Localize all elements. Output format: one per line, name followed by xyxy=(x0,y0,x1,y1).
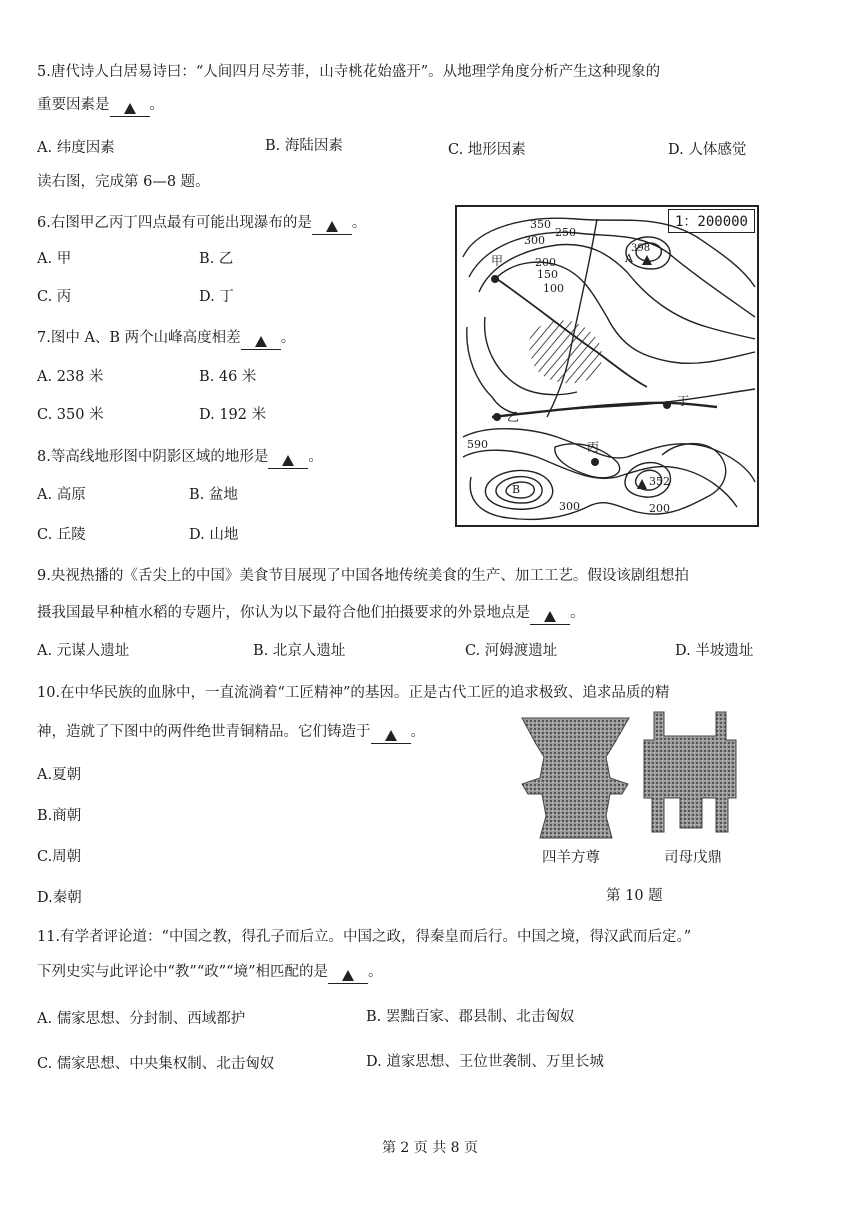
q8-option-c: C. 丘陵 xyxy=(37,527,86,543)
contour-line xyxy=(469,232,755,317)
contour-label: 250 xyxy=(555,226,576,239)
point-label-jia: 甲 xyxy=(491,254,504,268)
four-ram-square-zun-image xyxy=(518,712,633,840)
q10-option-b: B.商朝 xyxy=(37,808,82,824)
answer-triangle-icon xyxy=(544,611,556,622)
q8-option-d: D. 山地 xyxy=(189,527,239,543)
map-intro: 读右图，完成第 6—8 题。 xyxy=(37,174,210,190)
page-footer: 第 2 页 共 8 页 xyxy=(381,1140,479,1156)
q10-option-a: A.夏朝 xyxy=(37,767,82,783)
q9-option-a: A. 元谋人遗址 xyxy=(37,643,130,659)
contour-line xyxy=(463,218,755,287)
answer-triangle-icon xyxy=(326,221,338,232)
contour-line xyxy=(463,450,737,507)
answer-triangle-icon xyxy=(255,336,267,347)
q11-stem-line1: 11.有学者评论道：“中国之教，得孔子而后立。中国之政，得秦皇而后行。中国之境，得汉武而后定。” xyxy=(37,929,692,945)
contour-label: 200 xyxy=(535,256,556,269)
figure-caption: 第 10 题 xyxy=(606,888,663,904)
point-ding xyxy=(663,401,671,409)
answer-triangle-icon xyxy=(124,103,136,114)
answer-blank[interactable] xyxy=(530,606,570,625)
q9-option-d: D. 半坡遗址 xyxy=(675,643,754,659)
q5-option-a: A. 纬度因素 xyxy=(37,140,115,156)
bronze-label-zun: 四羊方尊 xyxy=(542,850,600,866)
answer-triangle-icon xyxy=(342,970,354,981)
contour-line xyxy=(479,244,755,339)
point-label-yi: 乙 xyxy=(507,410,520,424)
q7-option-a: A. 238 米 xyxy=(37,369,104,385)
q10-stem-line2: 神，造就了下图中的两件绝世青铜精品。它们铸造于 。 xyxy=(37,722,425,744)
point-bing xyxy=(591,458,599,466)
map-scale: 1：200000 xyxy=(668,209,755,233)
contour-label: 300 xyxy=(524,234,545,247)
peak-c-height: 352 xyxy=(649,475,670,488)
simuwu-ding-image xyxy=(640,710,740,834)
contour-label: 350 xyxy=(530,218,551,231)
q11-option-b: B. 罢黜百家、郡县制、北击匈奴 xyxy=(366,1009,575,1025)
q6-option-a: A. 甲 xyxy=(37,251,72,267)
q7-option-b: B. 46 米 xyxy=(199,369,257,385)
peak-a-label: A xyxy=(625,252,633,265)
peak-c-marker xyxy=(637,479,647,489)
answer-triangle-icon xyxy=(385,730,397,741)
peak-b-label: B xyxy=(512,483,521,496)
q11-stem-line2: 下列史实与此评论中“教”“政”“境”相匹配的是 。 xyxy=(37,962,382,984)
q9-stem-line2: 摄我国最早种植水稻的专题片，你认为以下最符合他们拍摄要求的外景地点是 。 xyxy=(37,603,585,625)
q9-option-b: B. 北京人遗址 xyxy=(253,643,346,659)
answer-blank[interactable] xyxy=(110,98,150,117)
q6-stem: 6.右图甲乙丙丁四点最有可能出现瀑布的是 。 xyxy=(37,213,366,235)
q7-option-c: C. 350 米 xyxy=(37,407,104,423)
answer-blank[interactable] xyxy=(371,725,411,744)
point-label-bing: 丙 xyxy=(587,440,600,454)
answer-blank[interactable] xyxy=(328,965,368,984)
contour-label: 100 xyxy=(543,282,564,295)
shaded-area xyxy=(529,320,602,383)
q6-option-d: D. 丁 xyxy=(199,289,234,305)
point-jia xyxy=(491,275,499,283)
q7-option-d: D. 192 米 xyxy=(199,407,267,423)
point-label-ding: 丁 xyxy=(677,394,690,408)
q10-option-c: C.周朝 xyxy=(37,849,82,865)
contour-label: 150 xyxy=(537,268,558,281)
q8-option-a: A. 高原 xyxy=(37,487,86,503)
contour-map xyxy=(455,205,759,527)
q5-option-b: B. 海陆因素 xyxy=(265,138,343,154)
answer-triangle-icon xyxy=(282,455,294,466)
q10-option-d: D.秦朝 xyxy=(37,890,82,906)
river-line xyxy=(547,219,597,417)
q6-option-b: B. 乙 xyxy=(199,251,234,267)
q7-stem: 7.图中 A、B 两个山峰高度相差 。 xyxy=(37,328,295,350)
q9-stem-line1: 9.央视热播的《舌尖上的中国》美食节目展现了中国各地传统美食的生产、加工工艺。假设该剧组想拍 xyxy=(37,568,689,584)
q5-option-d: D. 人体感觉 xyxy=(668,142,747,158)
q5-stem-line2: 重要因素是 。 xyxy=(37,95,164,117)
q5-option-c: C. 地形因素 xyxy=(448,142,526,158)
q11-option-c: C. 儒家思想、中央集权制、北击匈奴 xyxy=(37,1056,275,1072)
point-yi xyxy=(493,413,501,421)
q11-option-d: D. 道家思想、王位世袭制、万里长城 xyxy=(366,1054,604,1070)
contour-label: 590 xyxy=(467,438,488,451)
contour-line xyxy=(506,482,534,498)
contour-label: 200 xyxy=(649,502,670,515)
q5-stem-line1: 5.唐代诗人白居易诗曰：“人间四月尽芳菲，山寺桃花始盛开”。从地理学角度分析产生这种现象的 xyxy=(37,64,661,80)
q8-option-b: B. 盆地 xyxy=(189,487,238,503)
peak-a-height: 398 xyxy=(631,243,651,254)
q9-option-c: C. 河姆渡遗址 xyxy=(465,643,558,659)
q11-option-a: A. 儒家思想、分封制、西域都护 xyxy=(37,1011,246,1027)
answer-blank[interactable] xyxy=(312,216,352,235)
q6-option-c: C. 丙 xyxy=(37,289,72,305)
q8-stem: 8.等高线地形图中阴影区域的地形是 。 xyxy=(37,447,323,469)
q5-stem-text: 重要因素是 xyxy=(37,97,110,113)
contour-label: 300 xyxy=(559,500,580,513)
answer-blank[interactable] xyxy=(268,450,308,469)
bronze-label-ding: 司母戊鼎 xyxy=(664,850,722,866)
q10-stem-line1: 10.在中华民族的血脉中，一直流淌着“工匠精神”的基因。正是古代工匠的追求极致、追求品质的精 xyxy=(37,685,670,701)
contour-line xyxy=(467,327,755,414)
answer-blank[interactable] xyxy=(241,331,281,350)
